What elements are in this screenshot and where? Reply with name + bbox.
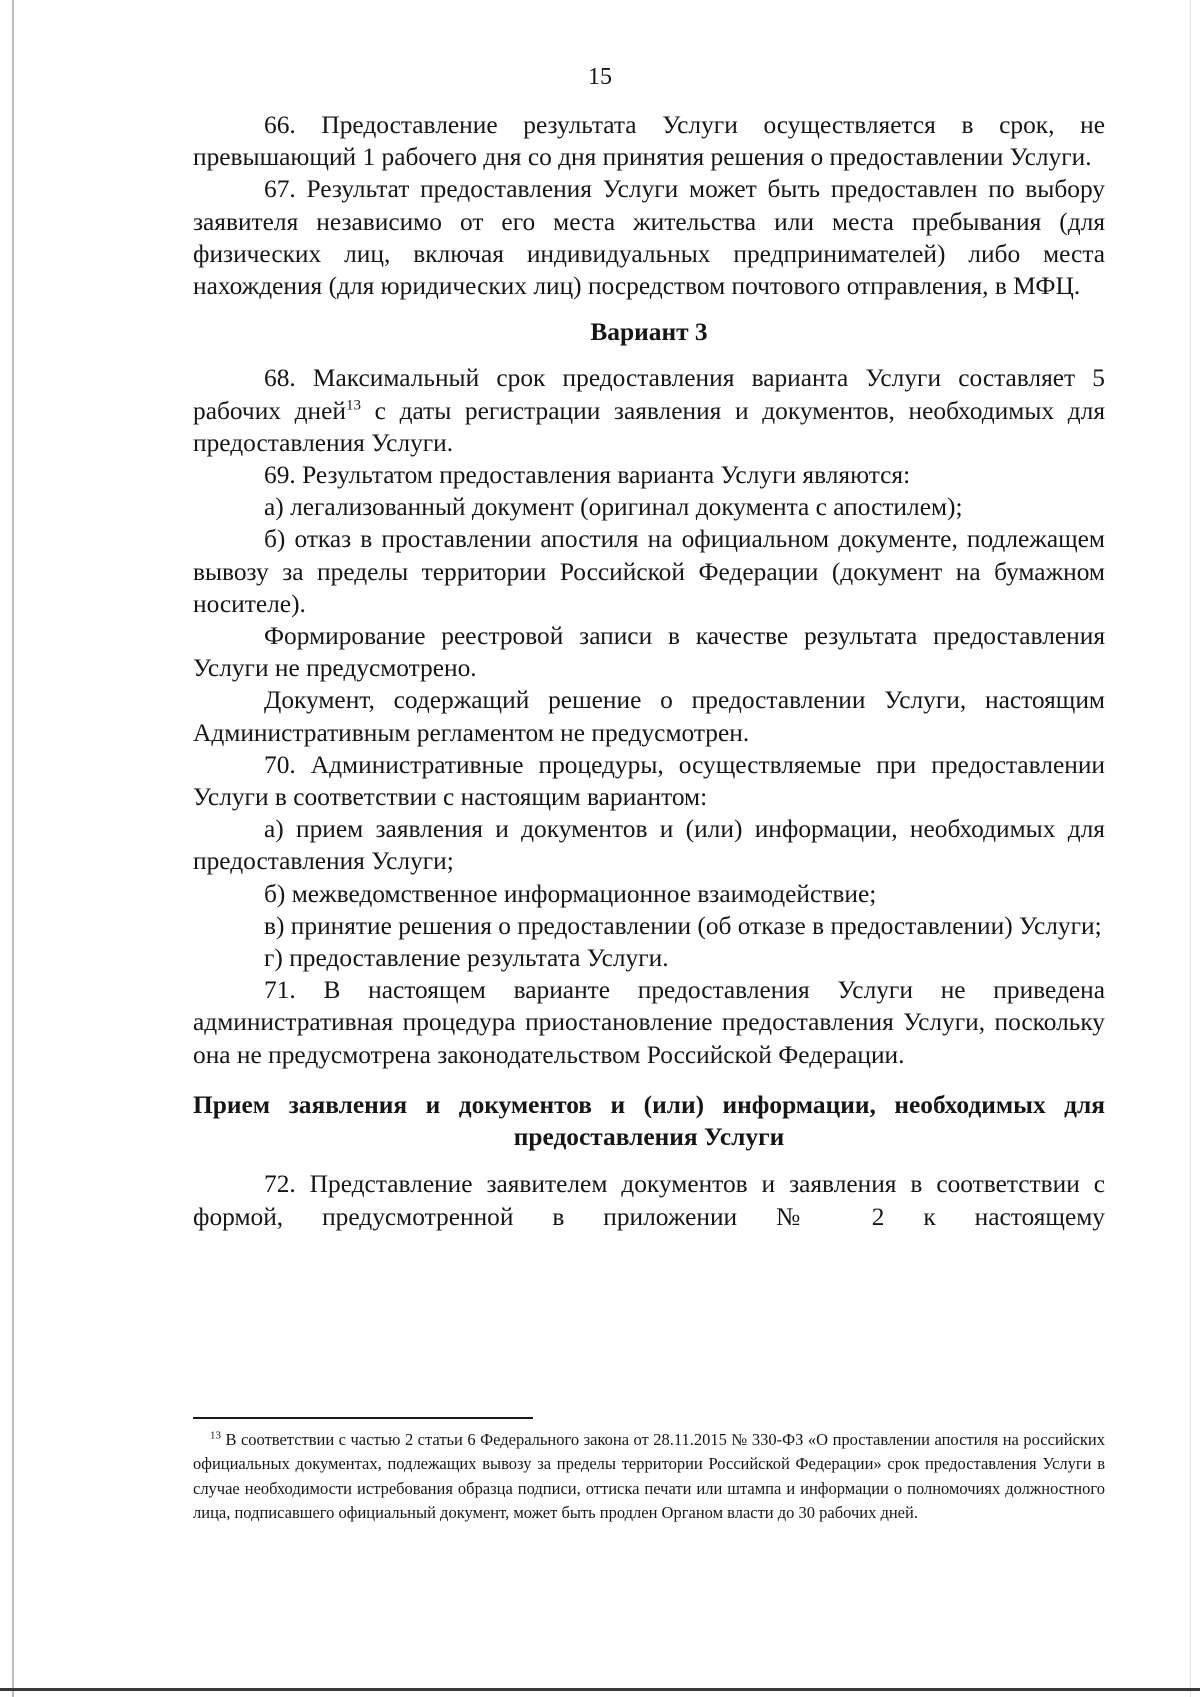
paragraph-66: 66. Предоставление результата Услуги осуществляется в срок, не превышающий 1 рабочего дня со дня принятия решения о предоставлении Услуги. xyxy=(193,111,1105,172)
footnote-marker: 13 xyxy=(210,1429,221,1442)
paragraph-68-text-cont: с даты регистрации заявления и документов, необходимых для предоставления Услуги. xyxy=(193,396,1105,457)
paragraph-decision-note: Документ, содержащий решение о предоставлении Услуги, настоящим Административным регламентом не предусмотрен. xyxy=(193,686,1105,747)
paragraph-69-b: б) отказ в проставлении апостиля на официальном документе, подлежащем вывозу за пределы территории Российской Федерации (документ на бумажном носителе). xyxy=(193,525,1105,618)
footnote-text: В соответствии с частью 2 статьи 6 Федерального закона от 28.11.2015 № 330-ФЗ «О проставлении апостиля на российских официальных документах, подлежащих вывозу за пределы территории Российской Федерации» срок предоставления Услуги в случае необходимости истребования образца подписи, оттиска печати или штампа и информации о полномочиях должностного лица, подписавшего официальный документ, может быть продлен Органом власти до 30 рабочих дней. xyxy=(193,1430,1105,1523)
paragraph-69-a: а) легализованный документ (оригинал документа с апостилем); xyxy=(264,493,963,522)
paragraph-registry-note: Формирование реестровой записи в качестве результата предоставления Услуги не предусмотрено. xyxy=(193,622,1105,683)
paragraph-70-a: а) прием заявления и документов и (или) информации, необходимых для предоставления Услуги; xyxy=(193,815,1105,876)
heading-section-line-1: Прием заявления и документов и (или) информации, необходимых для xyxy=(193,1090,1105,1119)
paragraph-70-b: б) межведомственное информационное взаимодействие; xyxy=(264,879,877,908)
heading-section-line-2: предоставления Услуги xyxy=(513,1123,785,1152)
paragraph-68 xyxy=(193,362,1105,459)
footnote-divider xyxy=(193,1417,533,1419)
paragraph-71: 71. В настоящем варианте предоставления Услуги не приведена административная процедура приостановление предоставления Услуги, поскольку она не предусмотрена законодательством Российской Федерации. xyxy=(193,976,1105,1069)
heading-variant-3: Вариант 3 xyxy=(590,318,708,347)
scan-edge-bottom xyxy=(0,1688,1200,1691)
paragraph-67: 67. Результат предоставления Услуги может быть предоставлен по выбору заявителя независимо от его места жительства или места пребывания (для физических лиц, включая индивидуальных предпринимателей) либо места нахождения (для юридических лиц) посредством почтового отправления, в МФЦ. xyxy=(193,175,1105,301)
paragraph-69: 69. Результатом предоставления варианта Услуги являются: xyxy=(264,461,911,490)
scan-edge-left xyxy=(12,0,14,1697)
paragraph-70-c: в) принятие решения о предоставлении (об отказе в предоставлении) Услуги; xyxy=(264,911,1102,940)
page-number: 15 xyxy=(588,64,612,90)
scan-edge-right xyxy=(1190,0,1191,1697)
document-body xyxy=(193,109,1105,1233)
paragraph-68-text: 68. Максимальный срок предоставления варианта Услуги составляет 5 рабочих дней xyxy=(193,364,1105,425)
footnote-13 xyxy=(193,1428,1105,1526)
paragraph-70-d: г) предоставление результата Услуги. xyxy=(264,944,669,973)
heading-section-intake xyxy=(193,1089,1105,1153)
paragraph-72: 72. Представление заявителем документов и заявления в соответствии с формой, предусмотренной в приложении № 2 к настоящему xyxy=(193,1170,1105,1231)
footnote-ref-13[interactable]: 13 xyxy=(346,397,361,414)
paragraph-70: 70. Административные процедуры, осуществляемые при предоставлении Услуги в соответствии с настоящим вариантом: xyxy=(193,750,1105,812)
